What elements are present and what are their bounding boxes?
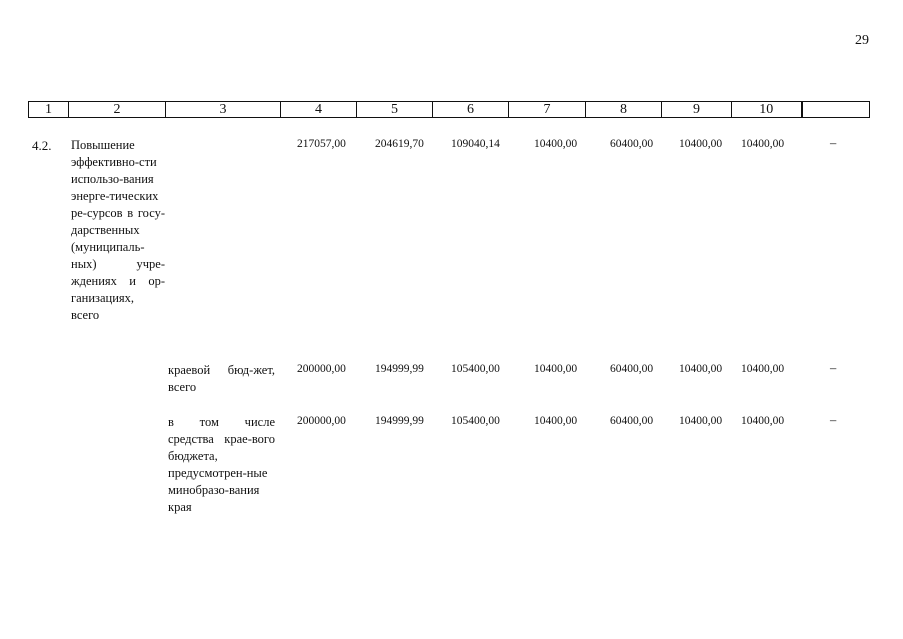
column-header-3: 3 xyxy=(166,102,281,118)
value-col-8: 60400,00 xyxy=(610,363,654,375)
value-col-9: 10400,00 xyxy=(679,363,723,375)
value-col-6: 109040,14 xyxy=(451,138,500,150)
value-col-6: 105400,00 xyxy=(451,415,500,427)
value-col-10: 10400,00 xyxy=(741,138,785,150)
value-col-9: 10400,00 xyxy=(679,415,723,427)
column-header-9: 9 xyxy=(662,102,732,118)
column-header-2: 2 xyxy=(69,102,166,118)
column-number-header xyxy=(28,101,870,118)
funding-source: краевой бюд-жет, всего xyxy=(168,363,275,394)
value-col-9: 10400,00 xyxy=(679,138,723,150)
column-header-11 xyxy=(802,102,870,118)
value-col-8: 60400,00 xyxy=(610,138,654,150)
row-name: Повышение эффективно-сти использо-вания энерге-тических ре-сурсов в госу-дарственных (муниципаль-ных) учре-ждениях и ор-ганизациях, всего xyxy=(71,138,165,322)
value-col-7: 10400,00 xyxy=(534,138,578,150)
row-code: 4.2. xyxy=(32,138,52,153)
funding-source: в том числе средства крае-вого бюджета, предусмотрен-ные минобразо-вания края xyxy=(168,415,275,514)
column-header-4: 4 xyxy=(281,102,357,118)
page-number: 29 xyxy=(855,33,869,48)
column-header-5: 5 xyxy=(357,102,433,118)
dash-col-11: – xyxy=(830,361,837,375)
value-col-4: 200000,00 xyxy=(297,415,346,427)
column-header-1: 1 xyxy=(29,102,69,118)
column-header-10: 10 xyxy=(732,102,802,118)
column-header-8: 8 xyxy=(586,102,662,118)
value-col-5: 204619,70 xyxy=(375,138,424,150)
value-col-5: 194999,99 xyxy=(375,363,424,375)
value-col-5: 194999,99 xyxy=(375,415,424,427)
value-col-10: 10400,00 xyxy=(741,415,785,427)
dash-col-11: – xyxy=(830,413,837,427)
value-col-4: 217057,00 xyxy=(297,138,346,150)
dash-col-11: – xyxy=(830,136,837,150)
value-col-8: 60400,00 xyxy=(610,415,654,427)
column-header-6: 6 xyxy=(433,102,509,118)
value-col-7: 10400,00 xyxy=(534,415,578,427)
value-col-7: 10400,00 xyxy=(534,363,578,375)
value-col-10: 10400,00 xyxy=(741,363,785,375)
column-header-7: 7 xyxy=(509,102,586,118)
value-col-4: 200000,00 xyxy=(297,363,346,375)
value-col-6: 105400,00 xyxy=(451,363,500,375)
